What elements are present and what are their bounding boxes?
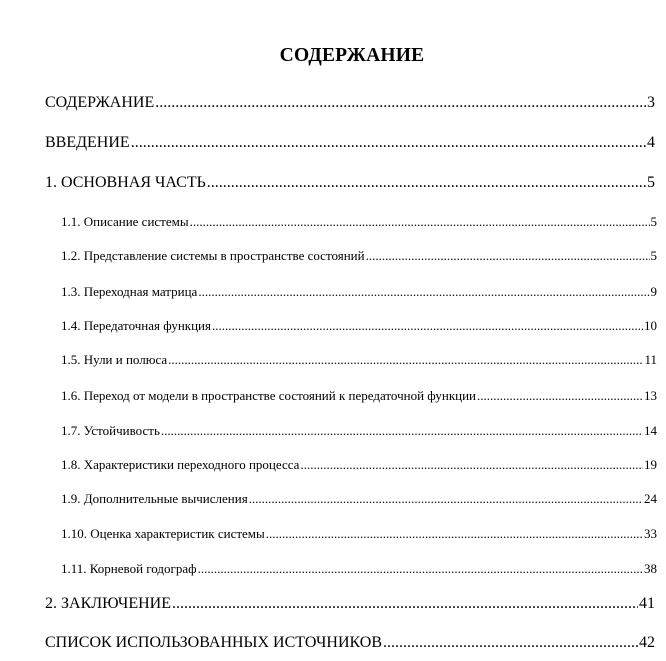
toc-entry[interactable] (61, 248, 657, 264)
toc-entry-label: 1.11. Корневой годограф (61, 561, 197, 576)
toc-entry-page: 5 (647, 174, 655, 191)
toc-entry-page: 13 (644, 388, 657, 403)
toc-entry-page: 33 (644, 526, 657, 541)
page-title: СОДЕРЖАНИЕ (279, 45, 425, 66)
toc-dot-leader (249, 491, 643, 507)
toc-entry[interactable] (61, 491, 657, 507)
toc-entry-label: 1.3. Переходная матрица (61, 284, 198, 299)
toc-entry-page: 5 (650, 248, 657, 263)
toc-dot-leader (266, 526, 643, 542)
toc-entry[interactable] (45, 634, 655, 652)
toc-entry-page: 3 (647, 94, 655, 111)
toc-dot-leader (198, 561, 643, 577)
toc-entry[interactable] (45, 94, 655, 112)
toc-entry[interactable] (61, 318, 657, 334)
toc-entry-page: 11 (644, 352, 657, 367)
toc-dot-leader (207, 174, 646, 192)
toc-entry[interactable] (61, 423, 657, 439)
toc-entry[interactable] (61, 284, 657, 300)
toc-entry[interactable] (61, 352, 657, 368)
toc-entry-page: 14 (644, 423, 657, 438)
toc-dot-leader (300, 457, 643, 473)
toc-dot-leader (477, 388, 643, 404)
toc-dot-leader (198, 284, 649, 300)
toc-entry-page: 38 (644, 561, 657, 576)
toc-entry-page: 24 (644, 491, 657, 506)
toc-entry-page: 42 (639, 634, 655, 651)
toc-entry-page: 41 (639, 595, 655, 612)
toc-entry-label: СОДЕРЖАНИЕ (45, 94, 155, 111)
toc-entry-label: 1.1. Описание системы (61, 214, 189, 229)
toc-entry[interactable] (61, 561, 657, 577)
toc-entry-label: 1.5. Нули и полюса (61, 352, 168, 367)
toc-dot-leader (131, 134, 646, 152)
toc-entry-page: 5 (650, 214, 657, 229)
toc-entry-label: СПИСОК ИСПОЛЬЗОВАННЫХ ИСТОЧНИКОВ (45, 634, 383, 651)
toc-dot-leader (161, 423, 643, 439)
toc-dot-leader (383, 634, 638, 652)
toc-entry-label: 2. ЗАКЛЮЧЕНИЕ (45, 595, 171, 612)
toc-entry-page: 19 (644, 457, 657, 472)
toc-entry-label: 1.7. Устойчивость (61, 423, 160, 438)
toc-entry[interactable] (45, 595, 655, 613)
toc-entry-label: 1.4. Передаточная функция (61, 318, 211, 333)
toc-dot-leader (190, 214, 650, 230)
toc-entry-label: 1.8. Характеристики переходного процесса (61, 457, 300, 472)
toc-entry[interactable] (61, 214, 657, 230)
toc-entry-page: 10 (644, 318, 657, 333)
toc-entry-page: 4 (647, 134, 655, 151)
toc-entry-label: 1. ОСНОВНАЯ ЧАСТЬ (45, 174, 206, 191)
toc-entry-page: 9 (650, 284, 657, 299)
toc-entry[interactable] (45, 134, 655, 152)
toc-entry-label: 1.9. Дополнительные вычисления (61, 491, 248, 506)
toc-dot-leader (366, 248, 650, 264)
toc-entry-label: 1.6. Переход от модели в пространстве состояний к передаточной функции (61, 388, 477, 403)
toc-entry-label: ВВЕДЕНИЕ (45, 134, 130, 151)
toc-dot-leader (155, 94, 646, 112)
toc-entry[interactable] (61, 526, 657, 542)
toc-dot-leader (172, 595, 638, 613)
toc-entry-label: 1.10. Оценка характеристик системы (61, 526, 265, 541)
toc-entry[interactable] (61, 457, 657, 473)
toc-entry-label: 1.2. Представление системы в пространстве состояний (61, 248, 365, 263)
toc-entry[interactable] (61, 388, 657, 404)
toc-entry[interactable] (45, 174, 655, 192)
toc-dot-leader (212, 318, 643, 334)
toc-dot-leader (168, 352, 643, 368)
